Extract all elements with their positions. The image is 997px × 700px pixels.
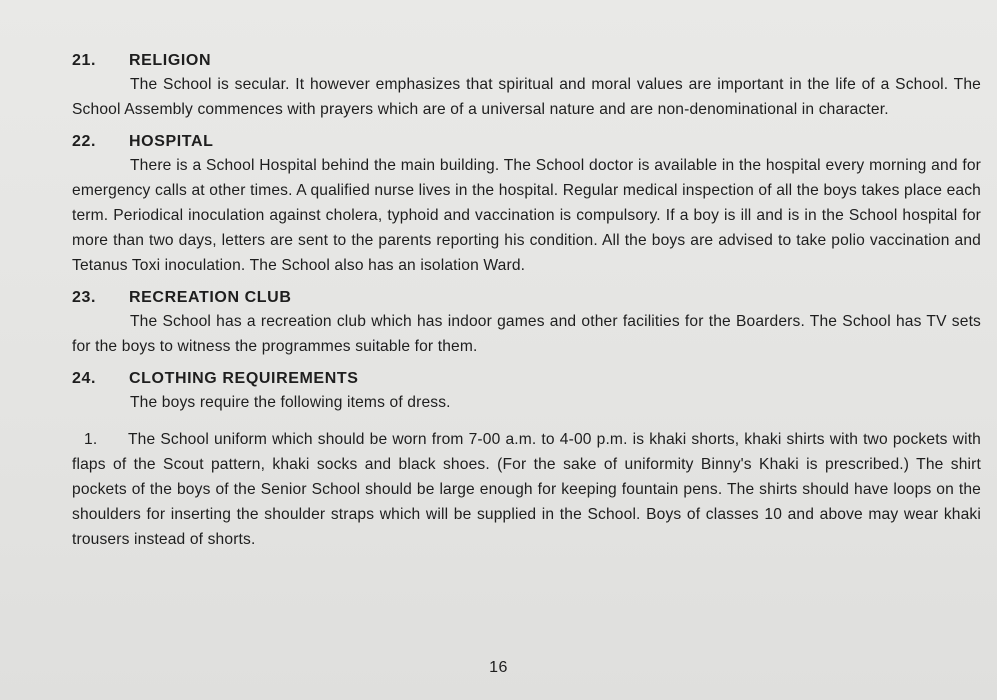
section-title: RELIGION [129,52,212,69]
section-number: 22. [72,133,97,150]
section-paragraph: The School is secular. It however emphasizes that spiritual and moral values are important in the life of a School. The School Assembly commences with prayers which are of a universal nature and are non-denominational in character. [72,76,981,118]
section-religion [72,50,981,122]
item-number: 1. [84,431,98,448]
section-heading [72,368,981,390]
section-number: 24. [72,370,97,387]
section-heading [72,131,981,153]
page-content [72,50,981,561]
item-text: The School uniform which should be worn from 7-00 a.m. to 4-00 p.m. is khaki shorts, khaki shirts with two pockets with flaps of the Scout pattern, khaki socks and black shoes. (For the sake of uniformity Binny's Khaki is prescribed.) The shirt pockets of the boys of the Senior School should be large enough for keeping fountain pens. The shirts should have loops on the shoulders for inserting the shoulder straps which will be supplied in the School. Boys of classes 10 and above may wear khaki trousers instead of shorts. [72,431,981,548]
section-paragraph: The boys require the following items of dress. [130,394,451,411]
section-title: CLOTHING REQUIREMENTS [129,370,359,387]
section-clothing-requirements [72,368,981,552]
numbered-item [72,427,981,552]
section-paragraph: There is a School Hospital behind the main building. The School doctor is available in the hospital every morning and for emergency calls at other times. A qualified nurse lives in the hospital. Regular medical inspection of all the boys takes place each term. Periodical inoculation against cholera, typhoid and vaccination is compulsory. If a boy is ill and is in the School hospital for more than two days, letters are sent to the parents reporting his condition. All the boys are advised to take polio vaccination and Tetanus Toxi inoculation. The School also has an isolation Ward. [72,157,981,274]
section-number: 21. [72,52,97,69]
section-paragraph: The School has a recreation club which has indoor games and other facilities for the Boarders. The School has TV sets for the boys to witness the programmes suitable for them. [72,313,981,355]
section-title: RECREATION CLUB [129,289,292,306]
section-heading [72,50,981,72]
section-hospital [72,131,981,278]
section-heading [72,287,981,309]
page-number: 16 [489,659,508,676]
section-title: HOSPITAL [129,133,214,150]
section-recreation-club [72,287,981,359]
section-number: 23. [72,289,97,306]
